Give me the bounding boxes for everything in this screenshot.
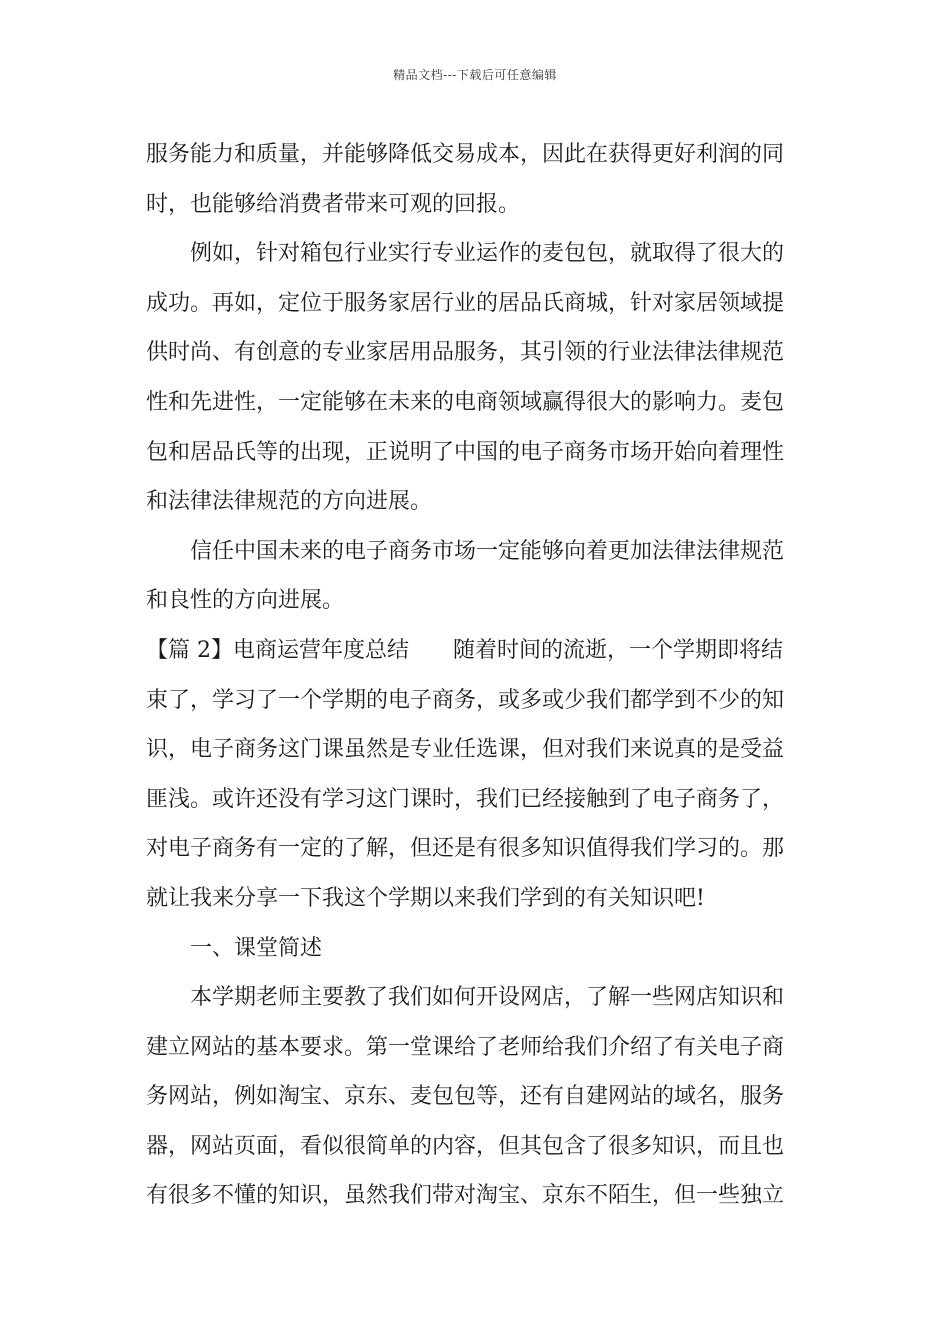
text-line: 建立网站的基本要求。第一堂课给了老师给我们介绍了有关电子商 (146, 1034, 785, 1060)
text-line: 本学期老师主要教了我们如何开设网店，了解一些网店知识和 (190, 985, 785, 1011)
text-line: 【篇 2】电商运营年度总结 随着时间的流逝，一个学期即将结 (146, 637, 783, 663)
text-line: 务网站，例如淘宝、京东、麦包包等，还有自建网站的域名，服务 (146, 1084, 785, 1110)
text-line: 和良性的方向进展。 (146, 588, 345, 614)
text-line: 束了，学习了一个学期的电子商务，或多或少我们都学到不少的知 (146, 687, 785, 713)
text-line: 对电子商务有一定的了解，但还是有很多知识值得我们学习的。那 (146, 836, 785, 862)
text-line: 服务能力和质量，并能够降低交易成本，因此在获得更好利润的同 (146, 142, 785, 167)
text-line: 识，电子商务这门课虽然是专业任选课，但对我们来说真的是受益 (146, 737, 785, 763)
text-line: 供时尚、有创意的专业家居用品服务，其引领的行业法律法律规范 (146, 340, 785, 366)
text-line: 有很多不懂的知识，虽然我们带对淘宝、京东不陌生，但一些独立 (146, 1183, 785, 1209)
text-line: 器，网站页面，看似很简单的内容，但其包含了很多知识，而且也 (146, 1133, 785, 1159)
document-body (146, 130, 806, 1221)
text-line: 匪浅。或许还没有学习这门课时，我们已经接触到了电子商务了， (146, 786, 785, 812)
text-line: 性和先进性，一定能够在未来的电商领域赢得很大的影响力。麦包 (146, 389, 785, 415)
text-line: 和法律法律规范的方向进展。 (146, 489, 433, 515)
text-line: 信任中国未来的电子商务市场一定能够向着更加法律法律规范 (190, 538, 785, 564)
text-line: 一、课堂简述 (190, 935, 323, 961)
text-line: 包和居品氏等的出现，正说明了中国的电子商务市场开始向着理性 (146, 439, 785, 465)
text-line: 例如，针对箱包行业实行专业运作的麦包包，就取得了很大的 (190, 241, 785, 267)
text-line: 就让我来分享一下我这个学期以来我们学到的有关知识吧! (146, 885, 705, 911)
text-line: 时，也能够给消费者带来可观的回报。 (146, 191, 521, 217)
text-line: 成功。再如，定位于服务家居行业的居品氏商城，针对家居领域提 (146, 290, 785, 316)
page-header: 精品文档---下载后可任意编辑 (393, 68, 557, 82)
